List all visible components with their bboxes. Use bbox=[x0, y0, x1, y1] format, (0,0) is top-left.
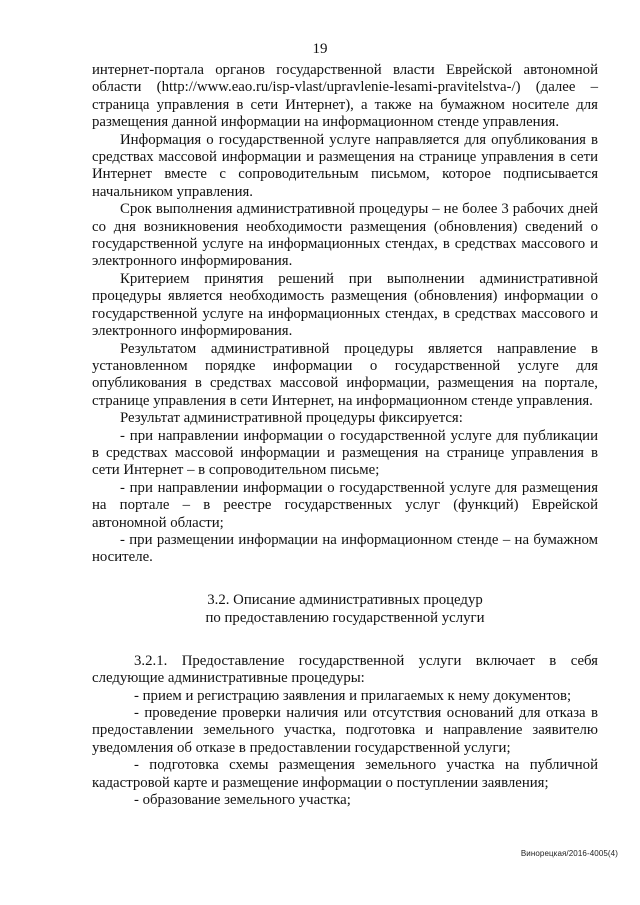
section-heading-line-1: 3.2. Описание административных процедур bbox=[207, 591, 483, 608]
paragraph-decision-criterion: Критерием принятия решений при выполнении административной процедуры является необходимость размещения (обновления) информации о государственной услуге на информационных стендах, в средствах массового и электронного информирования. bbox=[92, 270, 598, 340]
list-item: - при направлении информации о государственной услуге для публикации в средствах массовой информации и размещения на странице управления в сети Интернет – в сопроводительном письме; bbox=[92, 427, 598, 479]
list-item: - образование земельного участка; bbox=[134, 792, 351, 809]
paragraph-procedure-deadline: Срок выполнения административной процедуры – не более 3 рабочих дней со дня возникновения необходимости размещения (обновления) сведений о государственной услуге на информационных стендах, в средствах массового и электронного информирования. bbox=[92, 201, 598, 270]
document-body bbox=[92, 62, 598, 809]
paragraph-information-publication: Информация о государственной услуге направляется для опубликования в средствах массовой информации и размещения на странице управления в сети Интернет вместе с сопроводительным письмом, которое подписывается начальником управления. bbox=[92, 131, 598, 200]
paragraph-continuation: интернет-портала органов государственной власти Еврейской автономной области (http://www.eao.ru/isp-vlast/upravlenie-lesami-pravitelstva-/) (далее – страница управления в сети Интернет), а также на бумажном носителе для размещения данной информации на информационном стенде управления. bbox=[92, 62, 598, 131]
list-item: - прием и регистрацию заявления и прилагаемых к нему документов; bbox=[134, 687, 572, 704]
section-body bbox=[92, 653, 598, 810]
section-paragraph-intro: 3.2.1. Предоставление государственной услуги включает в себя следующие административные процедуры: bbox=[92, 652, 598, 687]
list-item: - при размещении информации на информационном стенде – на бумажном носителе. bbox=[92, 531, 598, 566]
paragraph-procedure-result: Результатом административной процедуры является направление в установленном порядке информации о государственной услуге для опубликования в средствах массовой информации, размещения на портале, странице управления в сети Интернет, на информационном стенде управления. bbox=[92, 340, 598, 409]
section-heading bbox=[92, 591, 598, 627]
paragraph-result-recording: Результат административной процедуры фиксируется: bbox=[120, 410, 463, 427]
page-number: 19 bbox=[312, 41, 328, 57]
section-heading-line-2: по предоставлению государственной услуги bbox=[205, 609, 485, 626]
list-item: - при направлении информации о государственной услуге для размещения на портале – в реестре государственных услуг (функций) Еврейской автономной области; bbox=[92, 479, 598, 531]
list-item: - проведение проверки наличия или отсутствия оснований для отказа в предоставлении земельного участка, подготовка и направление заявителю уведомления об отказе в предоставлении государственной услуги; bbox=[92, 705, 598, 756]
list-item: - подготовка схемы размещения земельного участка на публичной кадастровой карте и размещение информации о поступлении заявления; bbox=[92, 757, 598, 791]
document-code: Винорецкая/2016-4005(4) bbox=[520, 849, 618, 858]
